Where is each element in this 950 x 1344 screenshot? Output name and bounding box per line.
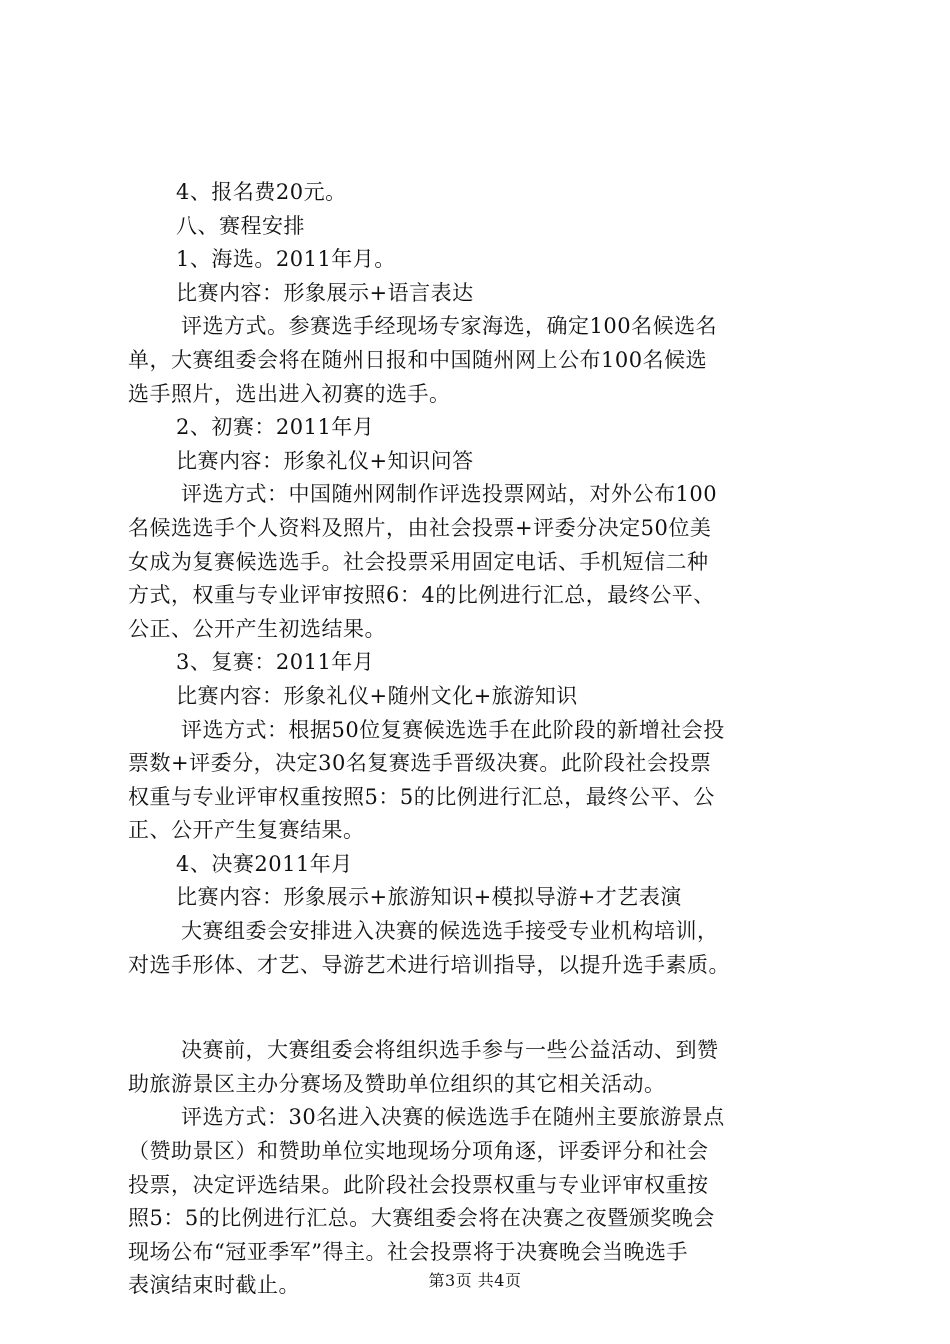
text-line: 2、初赛：2011年月: [176, 415, 375, 440]
text-line: 现场公布“冠亚季军”得主。社会投票将于决赛晚会当晚选手: [128, 1239, 688, 1264]
section-heading: 八、赛程安排: [176, 213, 305, 238]
text-line: 正、公开产生复赛结果。: [128, 818, 365, 843]
text-line: 评选方式。参赛选手经现场专家海选，确定100名候选名: [181, 314, 718, 339]
text-line: 照5：5的比例进行汇总。大赛组委会将在决赛之夜暨颁奖晚会: [128, 1206, 715, 1231]
text-line: 票数+评委分，决定30名复赛选手晋级决赛。此阶段社会投票: [128, 751, 712, 776]
text-line: 评选方式：30名进入决赛的候选选手在随州主要旅游景点: [181, 1105, 725, 1130]
page-footer: [0, 1268, 950, 1291]
text-line: 表演结束时截止。: [128, 1273, 300, 1298]
text-line: 公正、公开产生初选结果。: [128, 616, 386, 641]
text-line: 4、报名费20元。: [176, 180, 347, 204]
text-line: 助旅游景区主办分赛场及赞助单位组织的其它相关活动。: [128, 1071, 666, 1096]
text-line: 比赛内容：形象展示+旅游知识+模拟导游+才艺表演: [176, 885, 682, 910]
text-line: 4、决赛2011年月: [176, 851, 353, 876]
text-line: 比赛内容：形象礼仪+知识问答: [176, 448, 474, 473]
document-body: [128, 176, 844, 1303]
text-line: 选手照片，选出进入初赛的选手。: [128, 381, 451, 406]
text-line: 权重与专业评审权重按照5：5的比例进行汇总，最终公平、公: [128, 784, 715, 809]
text-line: 方式，权重与专业评审按照6：4的比例进行汇总，最终公平、: [128, 583, 715, 608]
text-line: 1、海选。2011年月。: [176, 247, 396, 272]
text-line: 3、复赛：2011年月: [176, 650, 375, 675]
text-line: 评选方式：中国随州网制作评选投票网站，对外公布100: [181, 482, 718, 507]
text-line: 名候选选手个人资料及照片，由社会投票+评委分决定50位美: [128, 515, 712, 540]
text-line: 决赛前，大赛组委会将组织选手参与一些公益活动、到赞: [181, 1038, 719, 1063]
text-line: 比赛内容：形象展示+语言表达: [176, 280, 474, 305]
text-line: 对选手形体、才艺、导游艺术进行培训指导，以提升选手素质。: [128, 952, 730, 977]
text-line: （赞助景区）和赞助单位实地现场分项角逐，评委评分和社会: [128, 1139, 709, 1164]
text-line: 评选方式：根据50位复赛候选选手在此阶段的新增社会投: [181, 717, 725, 742]
text-line: 女成为复赛候选选手。社会投票采用固定电话、手机短信二种: [128, 549, 709, 574]
text-line: 大赛组委会安排进入决赛的候选选手接受专业机构培训，: [181, 919, 719, 944]
text-line: 单，大赛组委会将在随州日报和中国随州网上公布100名候选: [128, 347, 708, 372]
paragraph-gap: [128, 982, 844, 1034]
text-line: 投票，决定评选结果。此阶段社会投票权重与专业评审权重按: [128, 1172, 709, 1197]
text-line: 比赛内容：形象礼仪+随州文化+旅游知识: [176, 683, 578, 708]
page-number: 第3页 共4页: [428, 1271, 522, 1290]
